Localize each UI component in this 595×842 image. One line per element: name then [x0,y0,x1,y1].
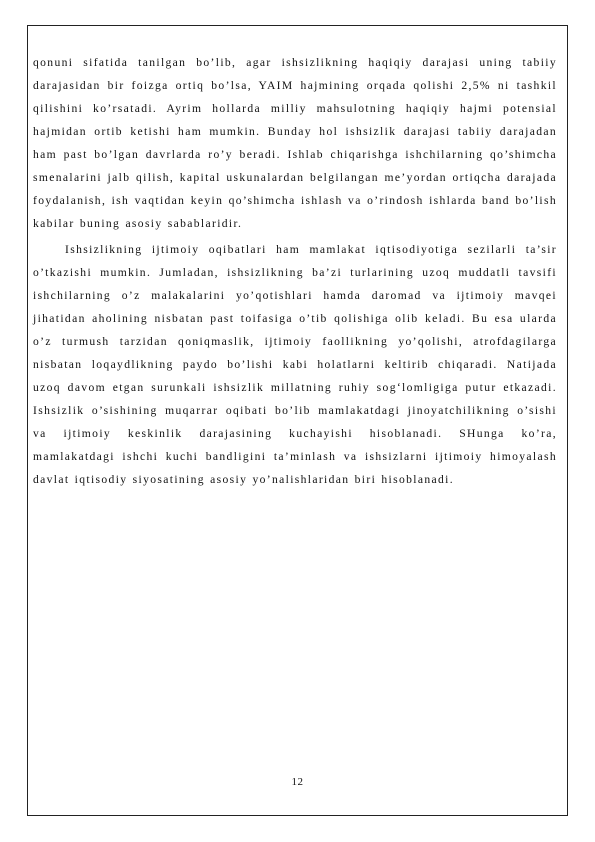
paragraph-continuation: qonuni sifatida tanilgan bo’lib, agar ishsizlikning haqiqiy darajasi uning tabiiy darajasidan bir foizga ortiq bo’lsa, YAIM hajmining orqada qolishi 2,5% ni tashkil qilishini ko’rsatadi. Ayrim hollarda milliy mahsulotning haqiqiy hajmi potensial hajmidan ortib ketishi ham mumkin. Bunday hol ishsizlik darajasi tabiiy darajadan ham past bo’lgan davrlarda ro’y beradi. Ishlab chiqarishga ishchilarning qo’shimcha smenalarini jalb qilish, kapital uskunalardan belgilangan me’yordan ortiqcha darajada foydalanish, ish vaqtidan keyin qo’shimcha ishlash va o’rindosh ishlarda band bo’lish kabilar buning asosiy sabablaridir. [33,56,557,230]
page-number: 12 [291,776,304,788]
paragraph-social-consequences: Ishsizlikning ijtimoiy oqibatlari ham mamlakat iqtisodiyotiga sezilarli ta’sir o’tkazishi mumkin. Jumladan, ishsizlikning ba’zi turlarining uzoq muddatli tavsifi ishchilarning o’z malakalarini yo’qotishlari hamda daromad va ijtimoiy mavqei jihatidan aholining nisbatan past toifasiga o’tib qolishiga olib keladi. Bu esa ularda o’z turmush tarzidan qoniqmaslik, ijtimoiy faollikning yo’qolishi, atrofdagilarga nisbatan loqaydlikning paydo bo’lishi kabi holatlarni keltirib chiqaradi. Natijada uzoq davom etgan surunkali ishsizlik millatning ruhiy sog‘lomligiga putur etkazadi. Ishsizlik o’sishining muqarrar oqibati bo’lib mamlakatdagi jinoyatchilikning o’sishi va ijtimoiy keskinlik darajasining kuchayishi hisoblanadi. SHunga ko’ra, mamlakatdagi ishchi kuchi bandligini ta’minlash va ishsizlarni ijtimoiy himoyalash davlat iqtisodiy siyosatining asosiy yo’nalishlaridan biri hisoblanadi. [33,243,557,486]
page-body [33,51,557,491]
